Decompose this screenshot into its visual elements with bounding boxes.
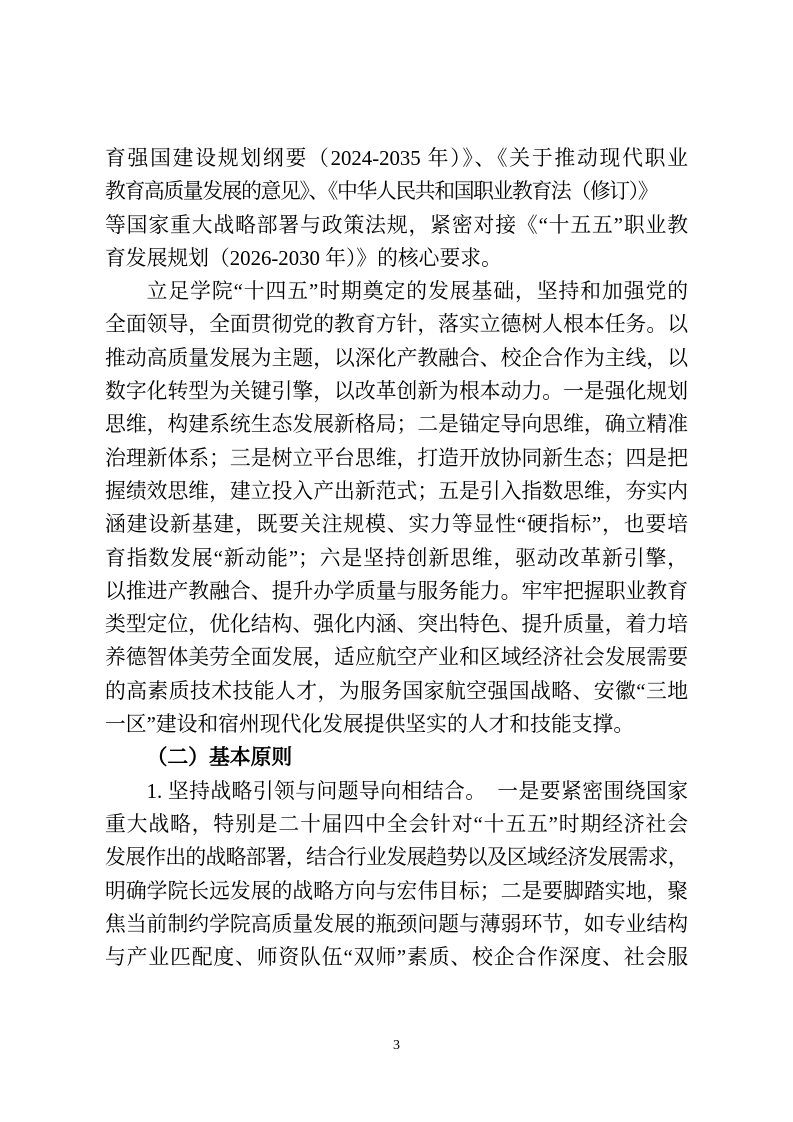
text-line: 全面领导，全面贯彻党的教育方针，落实立德树人根本任务。以 [105,313,688,337]
text-line: （二）基本原则 [146,746,293,770]
text-line: 1. 坚持战略引领与问题导向相结合。 一是要紧密围绕国家 [146,779,688,803]
text-line: 一区”建设和宿州现代化发展提供坚实的人才和技能支撑。 [105,713,635,737]
text-line: 教育高质量发展的意见》、《中华人民共和国职业教育法（修订）》 [105,180,658,204]
text-line: 与产业匹配度、师资队伍“双师”素质、校企合作深度、社会服 [105,946,688,970]
text-line: 数字化转型为关键引擎，以改革创新为根本动力。一是强化规划 [105,380,688,404]
text-line: 涵建设新基建，既要关注规模、实力等显性“硬指标”，也要培 [105,513,688,537]
text-line: 推动高质量发展为主题，以深化产教融合、校企合作为主线，以 [105,346,688,370]
text-line: 立足学院“十四五”时期奠定的发展基础，坚持和加强党的 [146,280,688,304]
text-line: 的高素质技术技能人才，为服务国家航空强国战略、安徽“三地 [105,679,688,703]
text-line: 治理新体系；三是树立平台思维，打造开放协同新生态；四是把 [105,446,688,470]
text-line: 思维，构建系统生态发展新格局；二是锚定导向思维，确立精准 [105,413,688,437]
text-line: 养德智体美劳全面发展，适应航空产业和区域经济社会发展需要 [105,646,688,670]
text-line: 育指数发展“新动能”；六是坚持创新思维，驱动改革新引擎， [105,546,688,570]
text-line: 重大战略，特别是二十届四中全会针对“十五五”时期经济社会 [105,812,688,836]
text-line: 发展作出的战略部署，结合行业发展趋势以及区域经济发展需求， [105,846,688,870]
document-body [105,142,688,974]
text-line: 等国家重大战略部署与政策法规，紧密对接《“十五五”职业教 [105,213,688,237]
text-line: 焦当前制约学院高质量发展的瓶颈问题与薄弱环节，如专业结构 [105,912,688,936]
text-line: 育发展规划（2026-2030 年）》的核心要求。 [105,246,502,270]
page-number: 3 [393,1038,400,1053]
text-line: 以推进产教融合、提升办学质量与服务能力。牢牢把握职业教育 [105,579,688,603]
text-line: 类型定位，优化结构、强化内涵、突出特色、提升质量，着力培 [105,613,688,637]
text-line: 握绩效思维，建立投入产出新范式；五是引入指数思维，夯实内 [105,479,688,503]
text-line: 育强国建设规划纲要（2024-2035 年）》、《关于推动现代职业 [105,147,688,170]
text-line: 明确学院长远发展的战略方向与宏伟目标；二是要脚踏实地，聚 [105,879,688,903]
